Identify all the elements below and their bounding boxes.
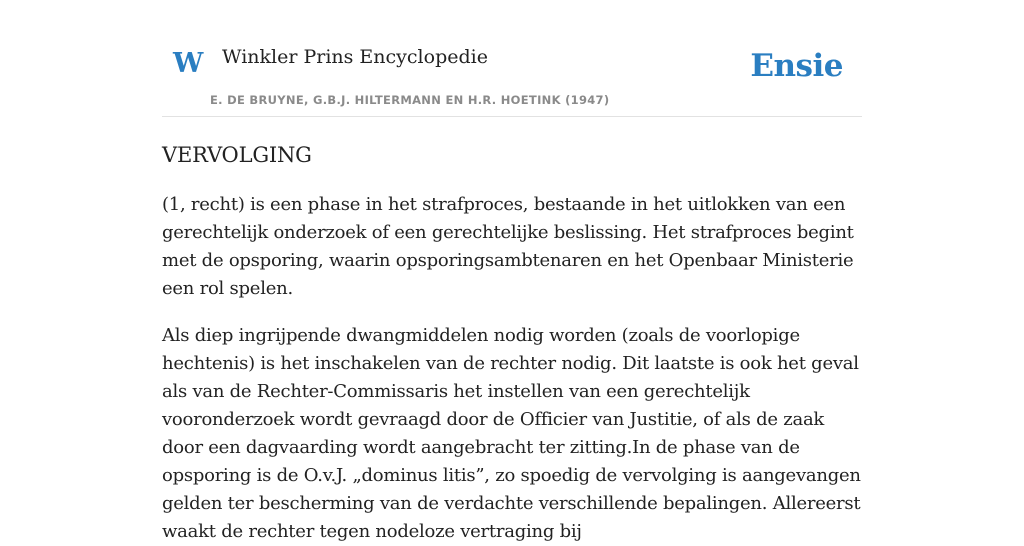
authors-byline: E. DE BRUYNE, G.B.J. HILTERMANN EN H.R. HOETINK (1947) <box>210 93 610 107</box>
site-header <box>162 0 862 117</box>
site-title[interactable]: Winkler Prins Encyclopedie <box>222 46 488 68</box>
ensie-brand-logo[interactable]: Ensie <box>750 48 843 84</box>
article-title: VERVOLGING <box>162 143 312 167</box>
article <box>162 140 862 546</box>
winkler-prins-logo-icon[interactable]: W <box>173 48 204 79</box>
article-paragraph: Als diep ingrijpende dwangmiddelen nodig worden (zoals de voorlopige hechtenis) is het inschakelen van de rechter nodig. Dit laatste is ook het geval als van de Rechter-Commissaris het instellen van een gerechtelijk vooronderzoek wordt gevraagd door de Officier van Justitie, of als de zaak door een dagvaarding wordt aangebracht ter zitting.In de phase van de opsporing is de O.v.J. „dominus litis”, zo spoedig de vervolging is aangevangen gelden ter bescherming van de verdachte verschillende bepalingen. Allereerst waakt de rechter tegen nodeloze vertraging bij <box>162 325 861 542</box>
article-paragraph: (1, recht) is een phase in het strafproces, bestaande in het uitlokken van een gerechtelijk onderzoek of een gerechtelijke beslissing. Het strafproces begint met de opsporing, waarin opsporingsambtenaren en het Openbaar Ministerie een rol spelen. <box>162 194 854 299</box>
